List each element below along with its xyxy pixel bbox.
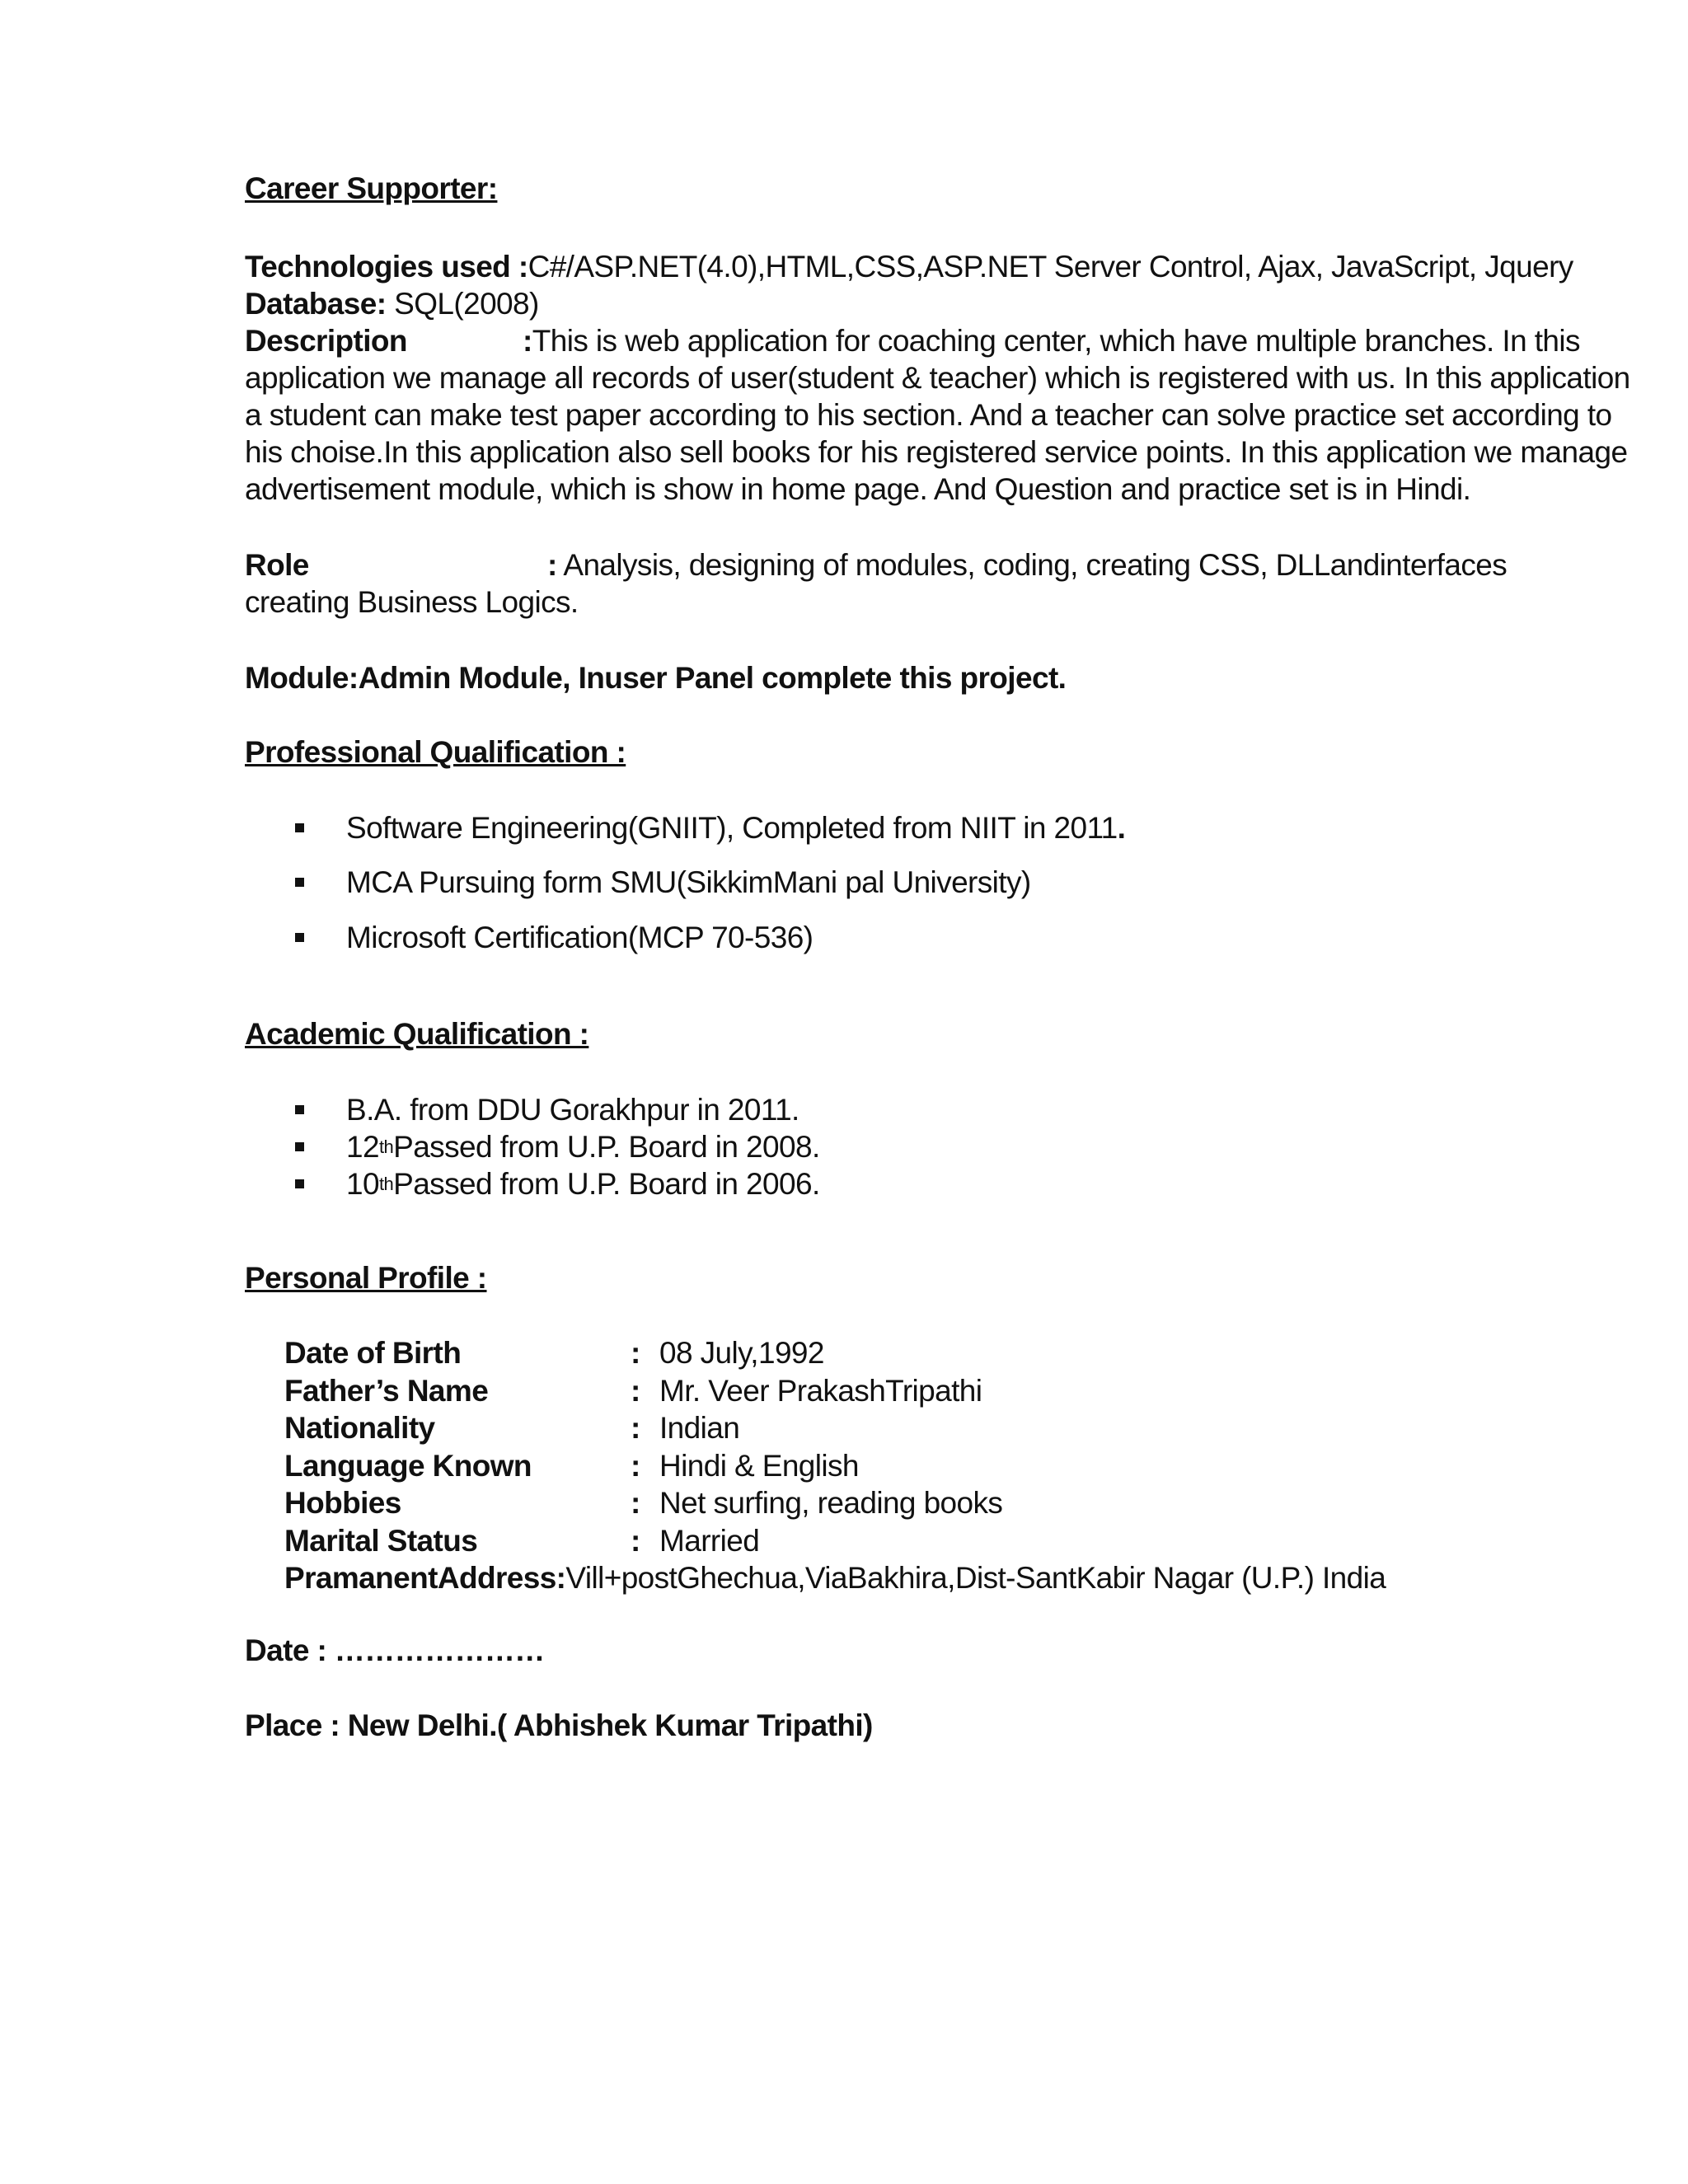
role-label: Role [245, 548, 309, 582]
role-block: Role : Analysis, designing of modules, coding, creating CSS, DLLandinterfaces creating Business Logics. [245, 546, 1531, 621]
bullet-square-icon [295, 823, 304, 832]
profile-value: Hindi & English [659, 1448, 859, 1483]
profile-row: Language Known : Hindi & English [284, 1447, 1386, 1485]
description-label: Description [245, 324, 407, 358]
address-row [284, 1559, 1386, 1597]
profile-label: Father’s Name [284, 1373, 489, 1408]
bullet-square-icon [295, 1179, 304, 1188]
bullet-square-icon [295, 933, 304, 942]
list-item: Software Engineering(GNIIT), Completed from NIIT in 2011 . [295, 809, 1125, 846]
technologies-label: Technologies used : [245, 250, 528, 284]
module-line: Module:Admin Module, Inuser Panel complete this project. [245, 661, 1067, 695]
database-label: Database: [245, 287, 387, 321]
academic-list [295, 1091, 820, 1202]
list-item: 12 th Passed from U.P. Board in 2008. [295, 1128, 820, 1165]
profile-row: Father’s Name : Mr. Veer PrakashTripathi [284, 1372, 1386, 1410]
place-signature-line: Place : New Delhi.( Abhishek Kumar Tripathi) [245, 1708, 873, 1742]
profile-label: Date of Birth [284, 1336, 462, 1370]
list-item: MCA Pursuing form SMU(SikkimMani pal University) [295, 864, 1125, 901]
description-line: advertisement module, which is show in home page. And Question and practice set is in Hindi. [245, 472, 1471, 506]
description-block [245, 322, 1630, 508]
professional-heading: Professional Qualification : [245, 735, 626, 769]
profile-row: Hobbies : Net surfing, reading books [284, 1484, 1386, 1522]
profile-row: Date of Birth : 08 July,1992 [284, 1334, 1386, 1372]
description-line: a student can make test paper according to his section. And a teacher can solve practice set according to [245, 398, 1612, 432]
database-value: SQL(2008) [386, 287, 539, 321]
personal-profile-table [284, 1334, 1386, 1597]
list-item: 10 th Passed from U.P. Board in 2006. [295, 1165, 820, 1202]
profile-row: Nationality : Indian [284, 1409, 1386, 1447]
date-line: Date : ………………… [245, 1633, 545, 1667]
bullet-square-icon [295, 878, 304, 887]
profile-label: Marital Status [284, 1523, 478, 1558]
profile-value: Married [659, 1523, 760, 1558]
list-item: Microsoft Certification(MCP 70-536) [295, 919, 1125, 956]
profile-label: Hobbies [284, 1486, 401, 1520]
address-value: Vill+postGhechua,ViaBakhira,Dist-SantKabir Nagar (U.P.) India [565, 1561, 1386, 1595]
technologies-value: C#/ASP.NET(4.0),HTML,CSS,ASP.NET Server Control, Ajax, JavaScript, Jquery [528, 250, 1573, 284]
professional-list [295, 809, 1125, 956]
profile-value: Net surfing, reading books [659, 1486, 1003, 1520]
role-value-continued: creating Business Logics. [245, 585, 579, 619]
role-value: Analysis, designing of modules, coding, creating CSS, DLLandinterfaces [556, 548, 1507, 582]
database-line [245, 285, 1531, 322]
bullet-square-icon [295, 1142, 304, 1151]
description-line: Description :This is web application for coaching center, which have multiple branches. In this [245, 324, 1580, 358]
profile-value: Indian [659, 1411, 740, 1445]
address-label: PramanentAddress: [284, 1561, 566, 1595]
profile-value: 08 July,1992 [659, 1336, 824, 1370]
academic-heading: Academic Qualification : [245, 1017, 589, 1051]
technologies-line [245, 248, 1573, 285]
career-heading: Career Supporter: [245, 171, 498, 205]
description-line: his choise.In this application also sell books for his registered service points. In this application we manage [245, 435, 1628, 469]
personal-heading: Personal Profile : [245, 1261, 487, 1295]
profile-value: Mr. Veer PrakashTripathi [659, 1373, 982, 1408]
profile-row: Marital Status : Married [284, 1522, 1386, 1560]
profile-label: Nationality [284, 1411, 435, 1445]
profile-label: Language Known [284, 1448, 532, 1483]
bullet-square-icon [295, 1105, 304, 1114]
list-item: B.A. from DDU Gorakhpur in 2011. [295, 1091, 820, 1128]
description-line: application we manage all records of user(student & teacher) which is registered with us. In this application [245, 361, 1630, 395]
